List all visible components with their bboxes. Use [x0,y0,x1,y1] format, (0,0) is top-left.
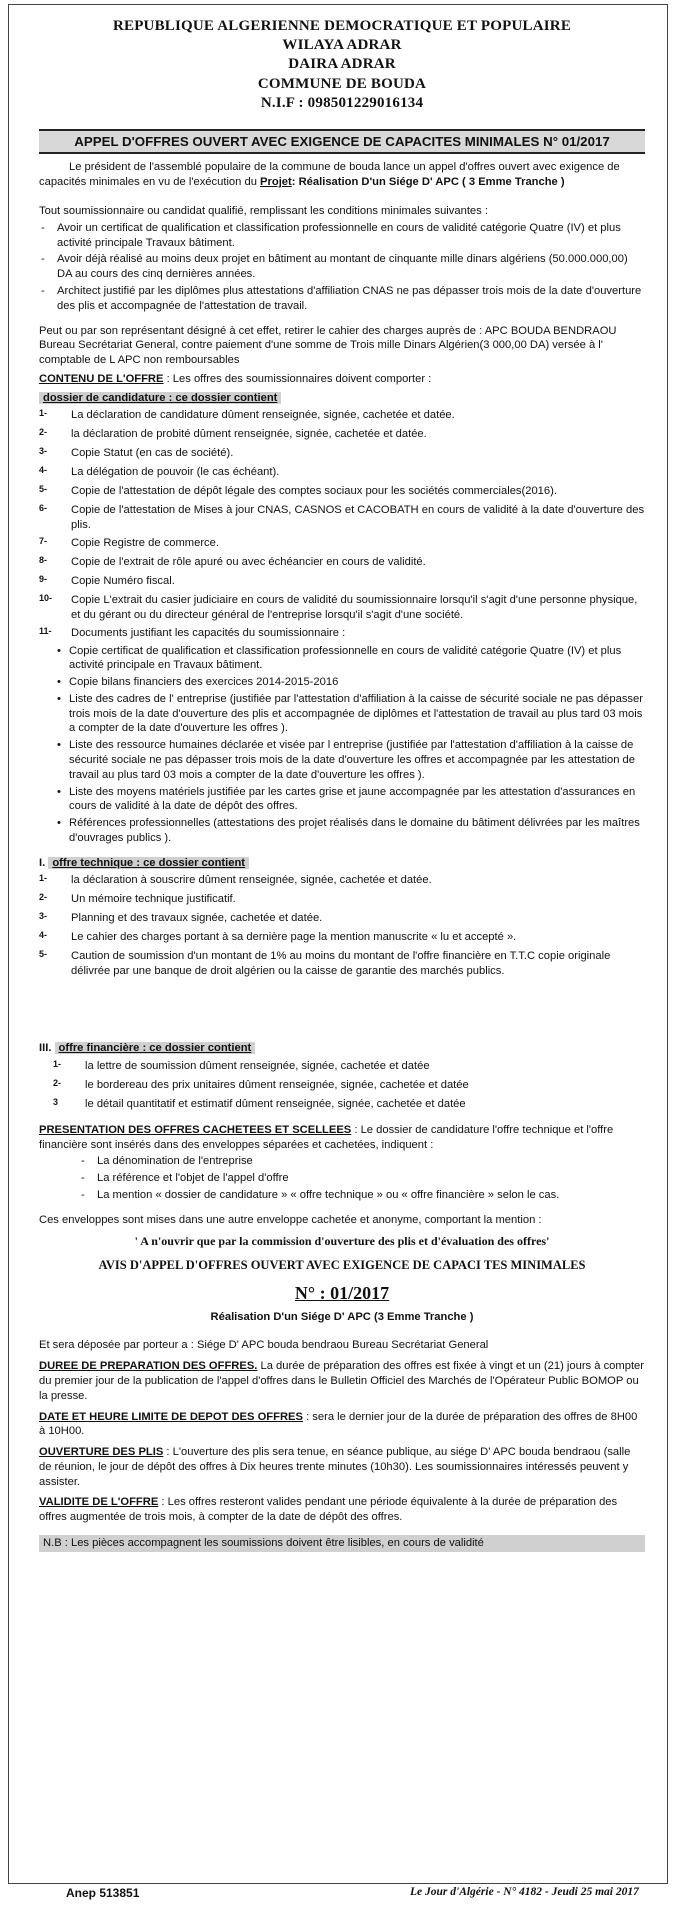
candidature-list [39,408,645,641]
avis-projet: Réalisation D'un Siége D' APC (3 Emme Tranche ) [210,1310,474,1323]
header-wilaya: WILAYA ADRAR [282,37,402,54]
duree-label: DUREE DE PREPARATION DES OFFRES. [39,1360,258,1373]
date-limite-paragraph [39,1410,645,1440]
section-technique-heading [39,856,645,871]
list-item: 3- Planning et des travaux signée, cachetée et datée. [39,911,323,925]
conditions-intro: Tout soumissionnaire ou candidat qualifié, remplissant les conditions minimales suivantes : [39,205,488,218]
section-financiere-label: offre financière : ce dossier contient [55,1042,256,1054]
list-item: 11- Documents justifiant les capacités du soumissionnaire : [39,625,346,639]
date-limite-text: : sera le dernier jour de la durée de préparation des offres de 8H00 à 10H00. [39,1410,638,1438]
enveloppe-mentions-list [39,1154,645,1202]
mention-item: - La mention « dossier de candidature » « offre technique » ou « offre financière » selon le cas. [79,1188,645,1203]
presentation-text: : Le dossier de candidature l'offre technique et l'offre financière sont insérés dans des enveloppes séparées et cachetées, indiquent : [39,1123,614,1151]
list-item: 4- La délégation de pouvoir (le cas échéant). [39,465,280,479]
list-item: 5- Caution de soumission d'un montant de 1% au moins du montant de l'offre financière en T.T.C copie originale délivrée par une banque de droit algérien ou la caisse de garantie des marchés publics. [39,949,611,978]
enveloppe-paragraph: Ces enveloppes sont mises dans une autre enveloppe cachetée et anonyme, comportant la mention : [39,1213,542,1226]
section-technique-label: offre technique : ce dossier contient [48,857,249,869]
ouverture-paragraph [39,1445,645,1489]
section-candidature-heading [39,391,645,406]
sub-item: • Copie certificat de qualification et classification professionnelle en cours de validité catégorie Quatre (IV) et plus activité principale en Travaux bâtiment. [39,644,645,674]
anep-reference: Anep 513851 [66,1886,140,1900]
intro-text: Le président de l'assemblé populaire de la commune de bouda lance un appel d'offres ouvert avec exigence de capacités minimales en vu de l'exécution du [39,161,620,189]
technique-list [39,873,645,979]
list-item: 3- Copie Statut (en cas de société). [39,446,234,460]
enveloppe-mention: ' A n'ouvrir que par la commission d'ouverture des plis et d'évaluation des offres' [134,1233,550,1248]
ouverture-text: : L'ouverture des plis sera tenue, en séance publique, au siége D' APC bouda bendraou (salle de réunion, le jour de dépôt des offres à Dix heures trente minutes (10h30). Les soumissionnaires intéressés peuvent y assister. [39,1446,631,1488]
list-item: 2- le bordereau des prix unitaires dûment renseignée, signée, cachetée et datée [53,1077,469,1091]
date-limite-label: DATE ET HEURE LIMITE DE DEPOT DES OFFRES [39,1410,303,1423]
list-item: 10- Copie L'extrait du casier judiciaire en cours de validité du soumissionnaire lorsqu'il s'agit d'une personne physique, et du gérant ou du directeur général de l'entreprise lorsqu'il s'agit d'une société. [39,592,638,621]
validite-text: : Les offres resteront valides pendant une période équivalente à la durée de préparation des offres augmentée de trois mois, à compter de la date de dépôt des offres. [39,1496,618,1524]
section-financiere-heading [39,1041,645,1056]
presentation-paragraph [39,1123,645,1153]
depot-paragraph: Et sera déposée par porteur a : Siége D' APC bouda bendraou Bureau Secrétariat General [39,1339,489,1352]
section-roman-numeral: III. [39,1042,52,1055]
retrait-paragraph: Peut ou par son représentant désigné à cet effet, retirer le cahier des charges auprès de : APC BOUDA BENDRAOU Bureau Secrétariat General, contre paiement d'une somme de Trois mille Dinars Algérien(3 000,00 DA) versée à l' comptable de L APC non remboursables [39,324,617,367]
list-item: 2- la déclaration de probité dûment renseignée, signée, cachetée et datée. [39,427,427,441]
section-roman-numeral: I. [39,856,46,869]
notice-title: APPEL D'OFFRES OUVERT AVEC EXIGENCE DE CAPACITES MINIMALES N° 01/2017 [39,129,645,155]
header-daira: DAIRA ADRAR [288,56,396,73]
list-item: 7- Copie Registre de commerce. [39,535,219,549]
mention-item: - La référence et l'objet de l'appel d'offre [79,1171,645,1186]
section-candidature-label: dossier de candidature : ce dossier contient [39,392,281,404]
list-item: 4- Le cahier des charges portant à sa dernière page la mention manuscrite « lu et accepté ». [39,930,517,944]
duree-paragraph [39,1359,645,1403]
list-item: 8- Copie de l'extrait de rôle apuré ou avec échéancier en cours de validité. [39,554,426,568]
list-item: 2- Un mémoire technique justificatif. [39,892,236,906]
condition-item: - Avoir un certificat de qualification et classification professionnelle en cours de validité catégorie Quatre (IV) et plus activité principale Travaux bâtiment. [39,221,645,251]
sub-item: • Copie bilans financiers des exercices 2014-2015-2016 [39,675,645,690]
validite-label: VALIDITE DE L'OFFRE [39,1496,159,1509]
duree-text: La durée de préparation des offres est fixée à vingt et un (21) jours à compter du premier jour de la publication de l'appel d'offres dans le Bulletin Officiel des Marchés de l'Opérateur Public BOMOP ou la presse. [39,1360,644,1402]
header-republic: REPUBLIQUE ALGERIENNE DEMOCRATIQUE ET POPULAIRE [112,18,572,34]
avis-title: AVIS D'APPEL D'OFFRES OUVERT AVEC EXIGENCE DE CAPACI TES MINIMALES [98,1258,586,1273]
capacites-sublist [39,644,645,846]
presentation-label: PRESENTATION DES OFFRES CACHETEES ET SCELLEES [39,1123,352,1136]
list-item: 1- La déclaration de candidature dûment renseignée, signée, cachetée et datée. [39,408,455,422]
ouverture-label: OUVERTURE DES PLIS [39,1446,164,1459]
financiere-list [39,1059,645,1113]
avis-numero: N° : 01/2017 [294,1282,390,1303]
projet-value: : Réalisation D'un Siége D' APC ( 3 Emme Tranche ) [291,176,565,189]
intro-paragraph [39,160,645,190]
list-item: 6- Copie de l'attestation de Mises à jour CNAS, CASNOS et CACOBATH en cours de validité à la date d'ouverture des plis. [39,503,645,532]
header-commune: COMMUNE DE BOUDA [257,75,427,92]
contenu-text: : Les offres des soumissionnaires doivent comporter : [163,372,432,385]
sub-item: • Liste des moyens matériels justifiée par les cartes grise et jaune accompagnée par les attestation d'assurances en cours de validité à la date de dépôt des offres. [39,785,645,815]
contenu-label: CONTENU DE L'OFFRE [39,372,164,385]
condition-item: - Avoir déjà réalisé au moins deux projet en bâtiment au montant de cinquante mille dinars algériens (50.000.000,00) DA au cours des cinq dernières années. [39,252,645,282]
document-header [39,17,645,113]
nb-note: N.B : Les pièces accompagnent les soumissions doivent être lisibles, en cours de validité [39,1535,645,1552]
condition-item: - Architect justifié par les diplômes plus attestations d'affiliation CNAS ne pas dépasser trois mois de la date d'ouverture des plis et accompagnée de l'attestation de travail. [39,284,645,314]
page-footer [0,1886,676,1906]
tender-notice-page [8,4,668,1884]
journal-reference: Le Jour d'Algérie - N° 4182 - Jeudi 25 mai 2017 [410,1886,639,1898]
list-item: 9- Copie Numéro fiscal. [39,573,175,587]
conditions-list [39,221,645,314]
list-item: 1- la lettre de soumission dûment renseignée, signée, cachetée et datée [53,1058,430,1072]
validite-paragraph [39,1495,645,1525]
sub-item: • Liste des cadres de l' entreprise (justifiée par l'attestation d'affiliation à la caisse de sécurité sociale ne pas dépasser trois mois de la date d'ouverture des plis et accompagnée de diplômes et l'attestation de travail au plus tard 03 mois a compter de la date d'ouverture les offres ). [39,692,645,736]
list-item: 5- Copie de l'attestation de dépôt légale des comptes sociaux pour les sociétés commerciales(2016). [39,484,557,498]
mention-item: - La dénomination de l'entreprise [79,1154,645,1169]
sub-item: • Références professionnelles (attestations des projet réalisés dans le domaine du bâtiment délivrées par les maîtres d'ouvrages publics ). [39,816,645,846]
contenu-paragraph [39,372,645,387]
list-item: 3 le détail quantitatif et estimatif dûment renseignée, signée, cachetée et datée [53,1096,466,1110]
projet-label: Projet [260,176,292,189]
sub-item: • Liste des ressource humaines déclarée et visée par l entreprise (justifiée par l'attestation d'affiliation à la caisse de sécurité sociale ne pas dépasser trois mois de la date d'ouverture les offres et accompagnée par les attestation de travail au plus tard 03 mois a compter de la date d'ouverture les offres ). [39,738,645,782]
header-nif: N.I.F : 098501229016134 [260,94,424,111]
list-item: 1- la déclaration à souscrire dûment renseignée, signée, cachetée et datée. [39,873,432,887]
